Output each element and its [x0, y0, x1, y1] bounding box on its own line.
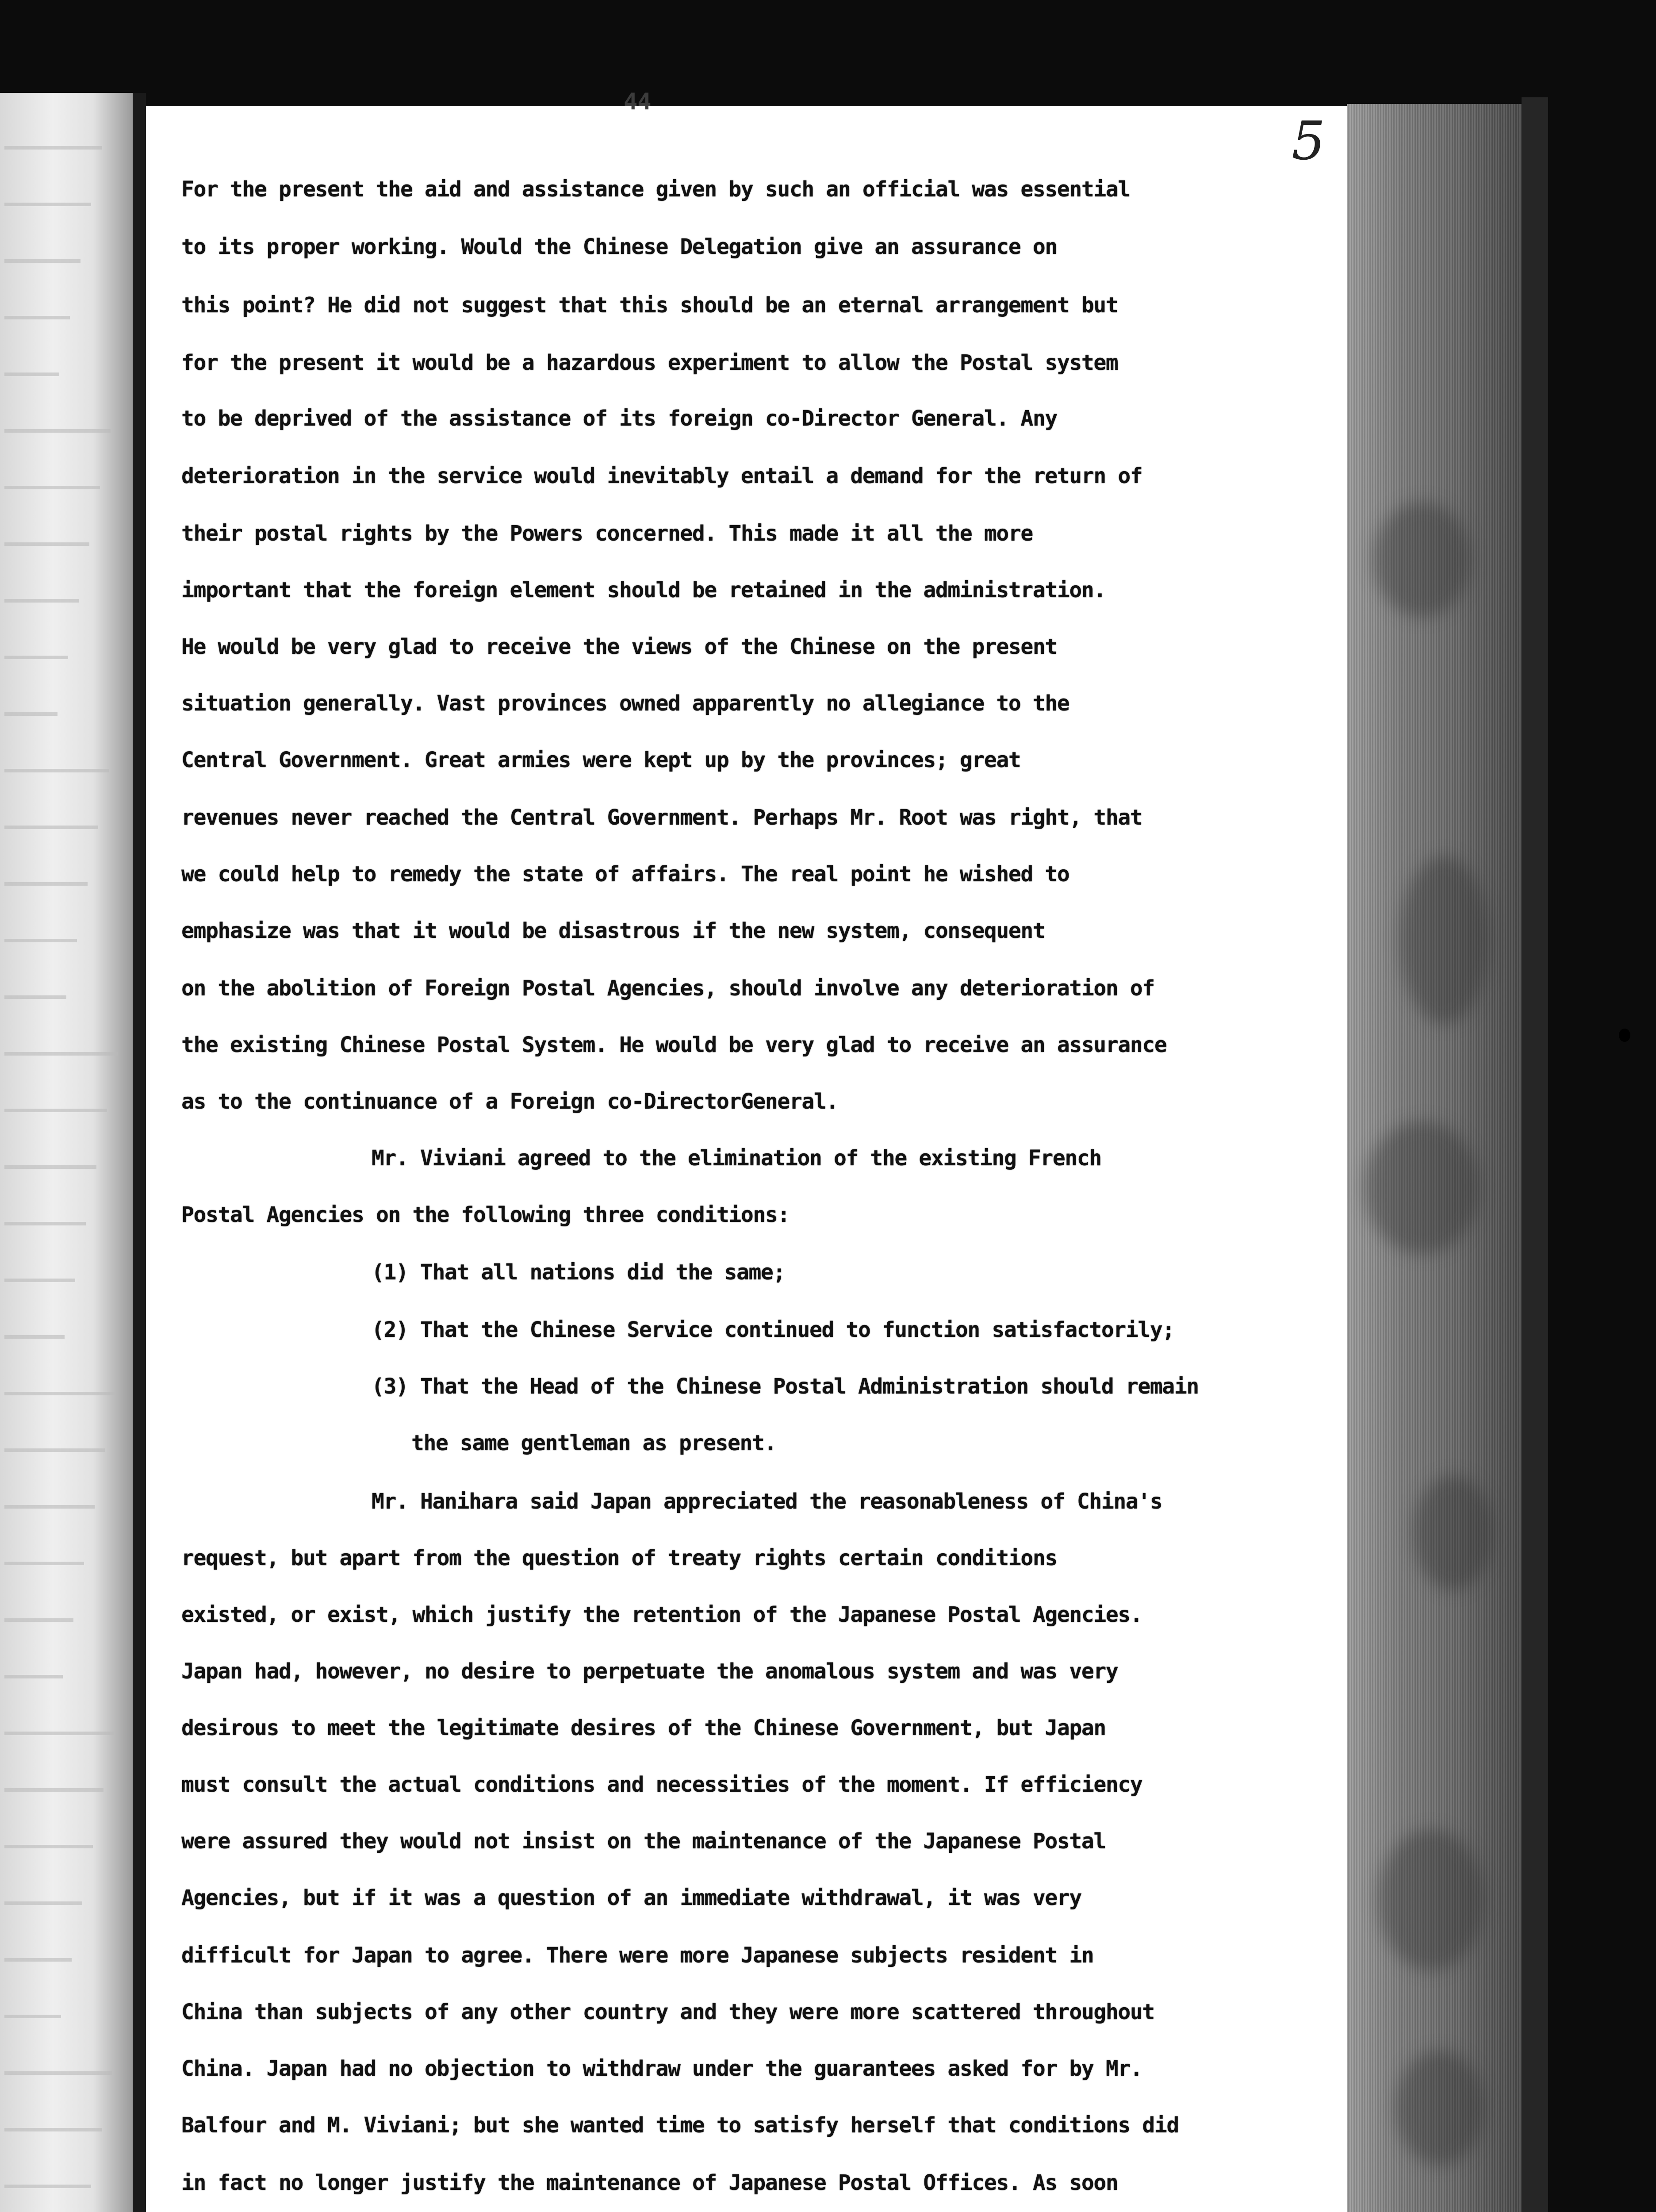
text-line: were assured they would not insist on the maintenance of the Japanese Postal [181, 1829, 1106, 1854]
ghost-text-line [4, 1562, 84, 1565]
ghost-text-line [4, 995, 66, 999]
text-line: China than subjects of any other country and they were more scattered throughout [181, 2000, 1154, 2024]
ghost-text-line [4, 882, 88, 886]
text-line: to its proper working. Would the Chinese Delegation give an assurance on [181, 234, 1057, 259]
edge-stain [1373, 502, 1471, 617]
ghost-text-line [4, 1052, 118, 1056]
ghost-text-line [4, 2071, 112, 2075]
ghost-text-line [4, 1335, 65, 1339]
ghost-text-line [4, 1958, 72, 1962]
ghost-text-line [4, 146, 102, 150]
ghost-text-line [4, 1845, 93, 1848]
ghost-text-line [4, 2015, 61, 2018]
edge-stain [1400, 856, 1488, 1024]
page-edges [1347, 104, 1522, 2212]
ghost-text-line [4, 1109, 107, 1112]
ghost-text-line [4, 1448, 105, 1452]
text-line: He would be very glad to receive the views of the Chinese on the present [181, 634, 1057, 659]
text-line: in fact no longer justify the maintenance of Japanese Postal Offices. As soon [181, 2170, 1118, 2195]
ghost-text-line [4, 656, 68, 659]
text-line: Postal Agencies on the following three conditions: [181, 1202, 790, 1227]
text-line: this point? He did not suggest that this should be an eternal arrangement but [181, 293, 1118, 318]
ghost-text-line [4, 1675, 63, 1678]
ghost-text-line [4, 1222, 86, 1225]
facing-page-edge [0, 93, 133, 2212]
ghost-text-line [4, 203, 91, 206]
text-line: for the present it would be a hazardous experiment to allow the Postal system [181, 350, 1118, 375]
text-line: existed, or exist, which justify the retention of the Japanese Postal Agencies. [181, 1602, 1142, 1627]
ghost-text-line [4, 1165, 96, 1169]
text-line: important that the foreign element should be retained in the administration. [181, 578, 1106, 603]
ghost-text-line [4, 316, 70, 319]
ghost-text-line [4, 486, 100, 489]
ghost-text-line [4, 939, 77, 942]
ghost-text-line [4, 2128, 102, 2131]
text-line: emphasize was that it would be disastrous if the new system, consequent [181, 918, 1045, 943]
text-line: situation generally. Vast provinces owned apparently no allegiance to the [181, 691, 1070, 716]
text-line: to be deprived of the assistance of its foreign co-Director General. Any [181, 406, 1057, 431]
ghost-text-line [4, 1901, 82, 1905]
ghost-text-line [4, 1505, 95, 1509]
book-spine [133, 93, 146, 2212]
ghost-text-line [4, 599, 79, 603]
text-line: Mr. Hanihara said Japan appreciated the reasonableness of China's [372, 1489, 1162, 1514]
edge-stain [1378, 1829, 1484, 1971]
text-line: revenues never reached the Central Government. Perhaps Mr. Root was right, that [181, 805, 1142, 830]
text-line: desirous to meet the legitimate desires of the Chinese Government, but Japan [181, 1716, 1106, 1740]
text-line: their postal rights by the Powers concerned. This made it all the more [181, 521, 1033, 546]
text-line: deterioration in the service would inevitably entail a demand for the return of [181, 464, 1142, 488]
ghost-text-line [4, 769, 109, 772]
text-line: on the abolition of Foreign Postal Agencies, should involve any deterioration of [181, 976, 1154, 1001]
text-line: For the present the aid and assistance given by such an official was essential [181, 177, 1130, 202]
text-line: Central Government. Great armies were kept up by the provinces; great [181, 748, 1021, 772]
text-line: we could help to remedy the state of affairs. The real point he wished to [181, 862, 1070, 887]
ghost-text-line [4, 712, 58, 716]
edge-stain [1365, 1121, 1480, 1254]
ghost-text-line [4, 1732, 114, 1735]
condition-item: (1) That all nations did the same; [372, 1260, 785, 1285]
ghost-text-line [4, 542, 89, 546]
text-line: request, but apart from the question of treaty rights certain conditions [181, 1546, 1057, 1571]
ghost-text-line [4, 826, 98, 829]
condition-item: (2) That the Chinese Service continued to function satisfactorily; [372, 1317, 1174, 1342]
text-line: Balfour and M. Viviani; but she wanted time to satisfy herself that conditions did [181, 2113, 1179, 2138]
ghost-text-line [4, 429, 111, 433]
ghost-text-line [4, 1788, 104, 1792]
text-line: China. Japan had no objection to withdraw under the guarantees asked for by Mr. [181, 2056, 1142, 2081]
text-line: difficult for Japan to agree. There were more Japanese subjects resident in [181, 1943, 1094, 1968]
text-line: Japan had, however, no desire to perpetuate the anomalous system and was very [181, 1659, 1118, 1684]
text-line: Agencies, but if it was a question of an immediate withdrawal, it was very [181, 1886, 1081, 1910]
ghost-text-line [4, 2185, 91, 2188]
text-line: as to the continuance of a Foreign co-DirectorGeneral. [181, 1089, 838, 1114]
condition-item: (3) That the Head of the Chinese Postal Administration should remain [372, 1374, 1199, 1399]
ghost-text-line [4, 259, 80, 263]
cover-board [1522, 97, 1548, 2212]
edge-stain [1413, 1475, 1493, 1590]
text-line: must consult the actual conditions and necessities of the moment. If efficiency [181, 1772, 1142, 1797]
edge-stain [1395, 2051, 1484, 2166]
ghost-text-line [4, 1392, 116, 1395]
ink-dot [1619, 1029, 1630, 1042]
ghost-text-line [4, 1618, 73, 1622]
folio-mark: 5 [1292, 111, 1326, 172]
page-number: 44 [624, 88, 652, 115]
text-line: Mr. Viviani agreed to the elimination of the existing French [372, 1146, 1101, 1171]
ghost-text-line [4, 373, 59, 376]
ghost-text-line [4, 1279, 75, 1282]
text-line: the same gentleman as present. [411, 1431, 776, 1455]
text-line: the existing Chinese Postal System. He would be very glad to receive an assurance [181, 1033, 1167, 1057]
